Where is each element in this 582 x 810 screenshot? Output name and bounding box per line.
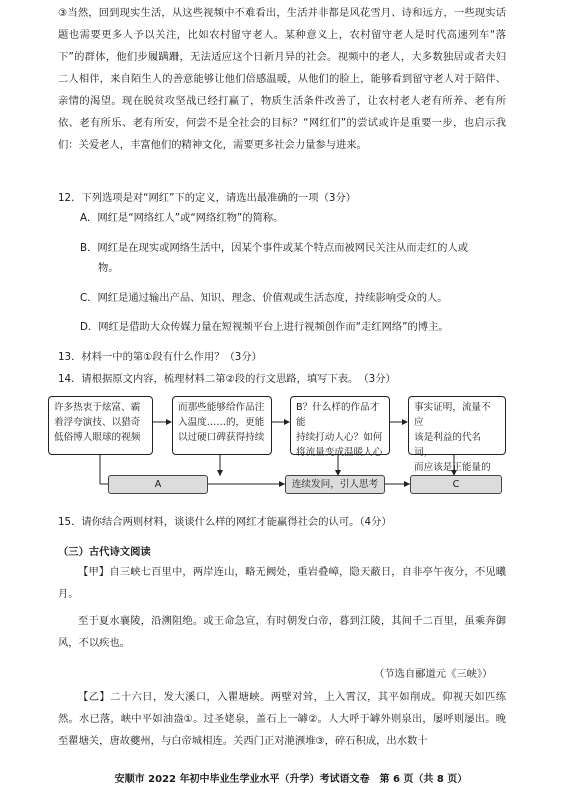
question-12-option-b-line1: B．网红是在现实或网络生活中，因某个事件或某个特点而被网民关注从而走红的人或 (80, 242, 469, 254)
question-12-option-a: A．网红是“网络红人”或“网络红物”的简称。 (80, 212, 284, 224)
question-12-option-c: C．网红是通过输出产品、知识、理念、价值观或生活态度，持续影响受众的人。 (80, 292, 448, 304)
flow-blank-c: C (410, 475, 502, 494)
question-15: 15．请你结合两则材料，谈谈什么样的网红才能赢得社会的认可。（4分） (58, 516, 392, 528)
question-12-option-b-line2: 物。 (98, 262, 119, 274)
material-paragraph-3: ③当然，回到现实生活，从这些视频中不难看出，生活并非都是风花雪月、诗和远方，一些现实话题也需要更多人予以关注，比如农村留守老人。某种意义上，农村留守老人是时代高速列车“落下”的群体，他们步履蹒跚，无法适应这个日新月异的社会。视频中的老人，大多数独居或者夫妇二人相伴，来自陌生人的善意能够让他们倍感温暖，从他们的脸上，能够看到留守老人对于陪伴、亲情的渴望。现在脱贫攻坚战已经打赢了，物质生活条件改善了，让农村老人老有所养、老有所依、老有所乐、老有所安，何尝不是全社会的目标？“网红们”的尝试或许是重要一步，也启示我们：关爱老人，丰富他们的精神文化，需要更多社会力量参与进来。 (58, 7, 506, 151)
question-13: 13．材料一中的第①段有什么作用？（3分） (58, 351, 262, 363)
question-14: 14．请根据原文内容，梳理材料二第②段的行文思路，填写下表。 （3分） (58, 373, 396, 385)
question-12-option-d: D．网红是借助大众传媒力量在短视频平台上进行视频创作而“走红网络”的博主。 (80, 321, 449, 333)
text-jia-paragraph-2: 至于夏水襄陵，沿溯阻绝。或王命急宣，有时朝发白帝，暮到江陵，其间千二百里，虽乘奔御风，不以疾也。 (58, 615, 506, 649)
flow-box-4: 事实证明，流量不应 该是利益的代名词， 而应该是正能量的 (408, 396, 506, 455)
flow-middle-box: 连续发问，引人思考 (285, 475, 385, 494)
question-12-stem: 12．下列选项是对“网红”下的定义，请选出最准确的一项（3分） (58, 192, 357, 204)
section-heading: （三）古代诗文阅读 (58, 546, 151, 558)
flow-box-2: 而那些能够给作品注 入温度……的，更能 以过硬口碑获得持续 (172, 396, 272, 455)
text-yi-paragraph: 【乙】二十六日，发大溪口，入瞿塘峡。两壁对耸，上入霄汉，其平如削成。仰视天如匹练然。水已落，峡中平如油盎①。过圣姥泉，盖石上一罅②。人大呼于罅外则泉出，屡呼则屡出。晚至瞿塘关，唐故夔州，与白帝城相连。关西门正对滟滪堆③，碎石积成，出水数十 (58, 691, 506, 747)
flow-box-1: 许多热衷于炫富、霸 着浮夸演技、以猎奇 低俗博人眼球的视频 (48, 396, 153, 455)
flow-box-3: B？什么样的作品才能 持续打动人心？如何 将流量变成温暖人心 (290, 396, 390, 455)
text-jia-paragraph-1: 【甲】自三峡七百里中，两岸连山，略无阙处，重岩叠嶂，隐天蔽日，自非亭午夜分，不见曦月。 (58, 566, 506, 600)
page-footer: 安顺市 2022 年初中毕业生学业水平（升学）考试语文卷 第 6 页（共 8 页） (114, 774, 468, 785)
source-note: （节选自郦道元《三峡》） (374, 668, 493, 680)
flow-blank-a: A (108, 475, 208, 494)
